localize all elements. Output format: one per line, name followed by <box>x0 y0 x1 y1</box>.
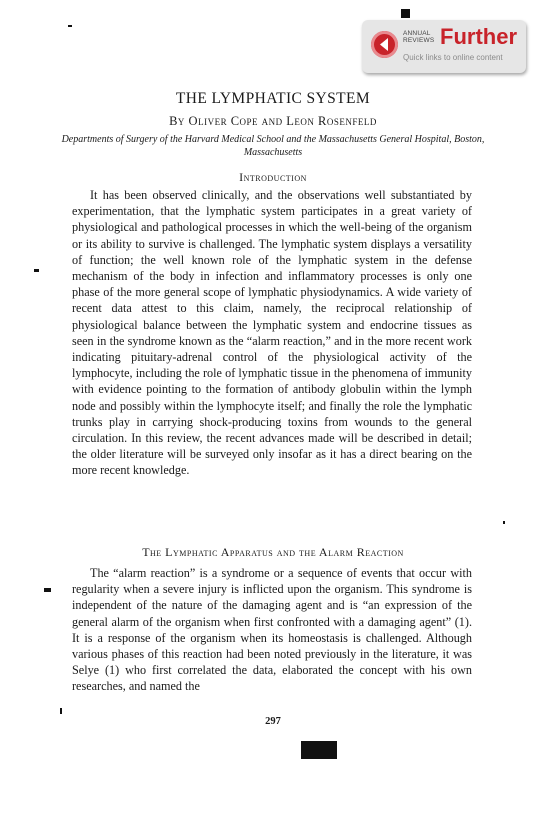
section-heading: The Lymphatic Apparatus and the Alarm Reaction <box>142 545 404 559</box>
scan-mark <box>34 269 39 272</box>
further-word: Further <box>440 24 517 49</box>
scan-mark <box>401 9 410 18</box>
reviews-label: REVIEWS <box>403 37 435 44</box>
scan-mark <box>68 25 72 27</box>
annual-reviews-logo <box>403 30 434 44</box>
introduction-heading: Introduction <box>239 170 307 184</box>
intro-paragraph: It has been observed clinically, and the observations well substantiated by experimentation, that the lymphatic system participates in a great variety of physiological and pathological processes in which the well-being of the organism or its ability to survive is challenged. The lymphatic system displays a versatility of function; the well known role of the lymphatic system in the defense mechanism of the body in infection and inflammatory processes is only one phase of the more general scope of lymphatic physiodynamics. A wide variety of recent data attest to this claim, namely, the reciprocal relationship of physiological balance between the lymphatic system and endocrine tissues as seen in the syndrome known as the “alarm reaction,” and in the more recent work indicating pituitary-adrenal control of the physiological activity of the lymphocyte, including the role of lymphatic tissue in the phenomena of immunity with evidence pointing to the formation of antibody globulin within the lymph node and possibly within the lymphocyte itself; and finally the role the lymphatic trunks play in carrying shock-producing toxins from wounds to the general circulation. In this review, the recent advances made will be described in detail; the older literature will be surveyed only insofar as it has a direct bearing on the more recent knowledge. <box>72 188 472 478</box>
page-number: 297 <box>265 716 281 727</box>
annual-label: ANNUAL <box>403 30 431 37</box>
further-badge[interactable] <box>362 20 526 73</box>
back-arrow-icon <box>371 31 398 58</box>
scan-mark <box>44 588 51 592</box>
scan-mark <box>503 521 505 524</box>
scan-mark <box>60 708 62 714</box>
article-affiliation: Departments of Surgery of the Harvard Medical School and the Massachusetts General Hospital, Boston, Massachusetts <box>61 134 485 158</box>
article-title: THE LYMPHATIC SYSTEM <box>175 90 371 107</box>
section-paragraph: The “alarm reaction” is a syndrome or a sequence of events that occur with regularity when a severe injury is inflicted upon the organism. This syndrome is independent of the nature of the damaging agent and is “an expression of the general alarm of the organism when first confronted with a damaging agent” (1). It is a response of the organism when its homeostasis is challenged. Although various phases of this reaction had been noted previously in the literature, it was Selye (1) who first correlated the data, elaborated the concept with his own researches, and named the <box>72 566 472 694</box>
scan-mark <box>301 741 337 759</box>
article-authors: By Oliver Cope and Leon Rosenfeld <box>169 114 377 128</box>
further-subtitle: Quick links to online content <box>403 53 503 62</box>
